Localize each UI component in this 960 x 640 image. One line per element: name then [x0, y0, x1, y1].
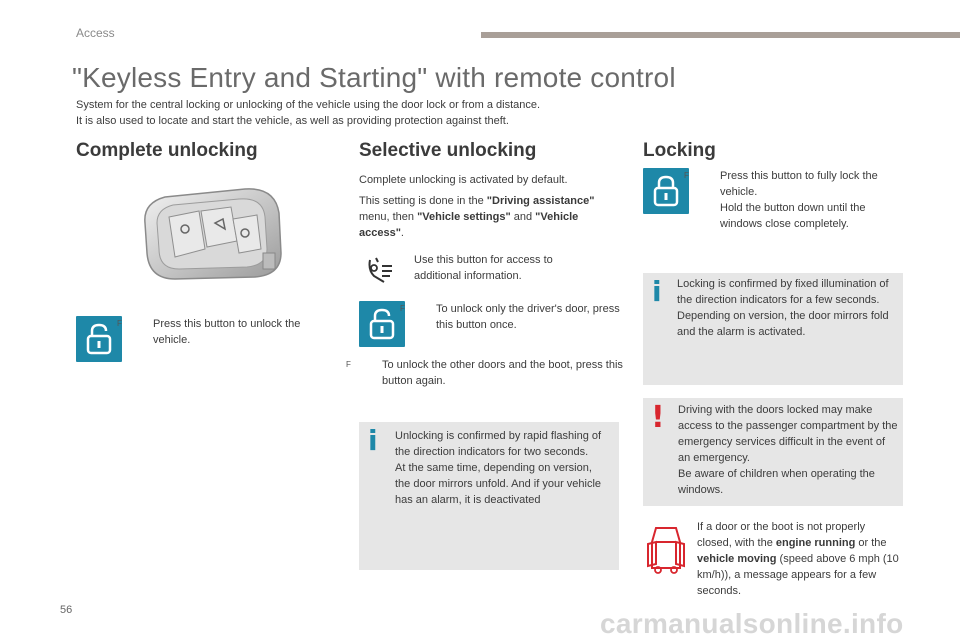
page-title: "Keyless Entry and Starting" with remote control: [72, 62, 676, 93]
unlock-note-text: Unlocking is confirmed by rapid flashing of the direction indicators for two seconds. At the same time, depending on version, the door mirrors unfold. And if your vehicle has an alarm, it is deactivated: [395, 430, 602, 506]
heading-locking: Locking: [643, 140, 716, 161]
intro-text: [76, 98, 656, 129]
watermark: carmanualsonline.info: [600, 608, 904, 639]
bullet-mark: F: [684, 171, 689, 180]
alert-end: (speed above 6 mph (10 km/h)), a message appears for a few seconds.: [697, 553, 899, 597]
warning-text: Driving with the doors locked may make access to the passenger compartment by the emergency services difficult in the event of an emergency. Be aware of children when operating the windows.: [678, 404, 898, 496]
complete-step: [117, 316, 330, 348]
alert-text: [697, 519, 902, 599]
unlock-icon: [76, 316, 122, 362]
setting-menu-3: "Vehicle access": [359, 211, 579, 239]
page-number: 56: [60, 604, 73, 616]
warning-icon: !: [651, 400, 665, 435]
selective-step-1: [400, 301, 636, 333]
header-bar: [481, 32, 960, 38]
locking-step: [684, 168, 902, 232]
setting-and: and: [513, 211, 536, 223]
selective-step-2: [346, 357, 632, 389]
setting-pre: This setting is done in the: [359, 195, 487, 207]
setting-end: .: [400, 227, 404, 239]
driver-unlock-icon: [359, 301, 405, 347]
section-label: Access: [76, 26, 115, 40]
unlock-note-box: [359, 422, 619, 570]
bullet-mark: F: [346, 360, 351, 369]
info-icon: i: [652, 275, 662, 308]
alert-mid: or the: [855, 537, 887, 549]
complete-step-text: Press this button to unlock the vehicle.: [153, 318, 301, 346]
heading-complete-unlocking: Complete unlocking: [76, 140, 258, 161]
locking-step-line2: Hold the button down until the windows close completely.: [720, 202, 866, 230]
locking-step-line1: Press this button to fully lock the vehicle.: [720, 170, 878, 198]
selective-setting-text: [359, 193, 617, 241]
heading-selective-unlocking: Selective unlocking: [359, 140, 537, 161]
bullet-mark: F: [400, 304, 405, 313]
alert-vehicle-moving: vehicle moving: [697, 553, 777, 565]
intro-line-2: It is also used to locate and start the vehicle, as well as providing protection against theft.: [76, 114, 509, 127]
bullet-mark: F: [117, 319, 122, 328]
selective-step-1-text: To unlock only the driver's door, press this button once.: [436, 303, 620, 331]
lock-note-text: Locking is confirmed by fixed illumination of the direction indicators for a few seconds. Depending on version, the door mirrors fold and the alarm is activated.: [677, 278, 889, 338]
alert-engine-running: engine running: [775, 537, 856, 549]
key-fob-image: [135, 183, 285, 283]
selective-default-text: Complete unlocking is activated by default.: [359, 174, 568, 186]
setting-menu-1: "Driving assistance": [486, 195, 595, 207]
setting-mid: menu, then: [359, 211, 418, 223]
warning-box: [643, 398, 903, 506]
service-menu-icon: [364, 252, 400, 288]
intro-line-1: System for the central locking or unlocking of the vehicle using the door lock or from a distance.: [76, 99, 541, 111]
info-button-text: Use this button for access to additional information.: [414, 254, 553, 282]
selective-step-2-text: To unlock the other doors and the boot, press this button again.: [382, 359, 623, 387]
setting-menu-2: "Vehicle settings": [417, 211, 511, 223]
lock-note-box: [643, 273, 903, 385]
door-alert-icon: [644, 520, 688, 576]
info-icon: i: [368, 424, 378, 457]
lock-icon: [643, 168, 689, 214]
alert-pre: If a door or the boot is not properly closed, with the: [697, 521, 866, 549]
